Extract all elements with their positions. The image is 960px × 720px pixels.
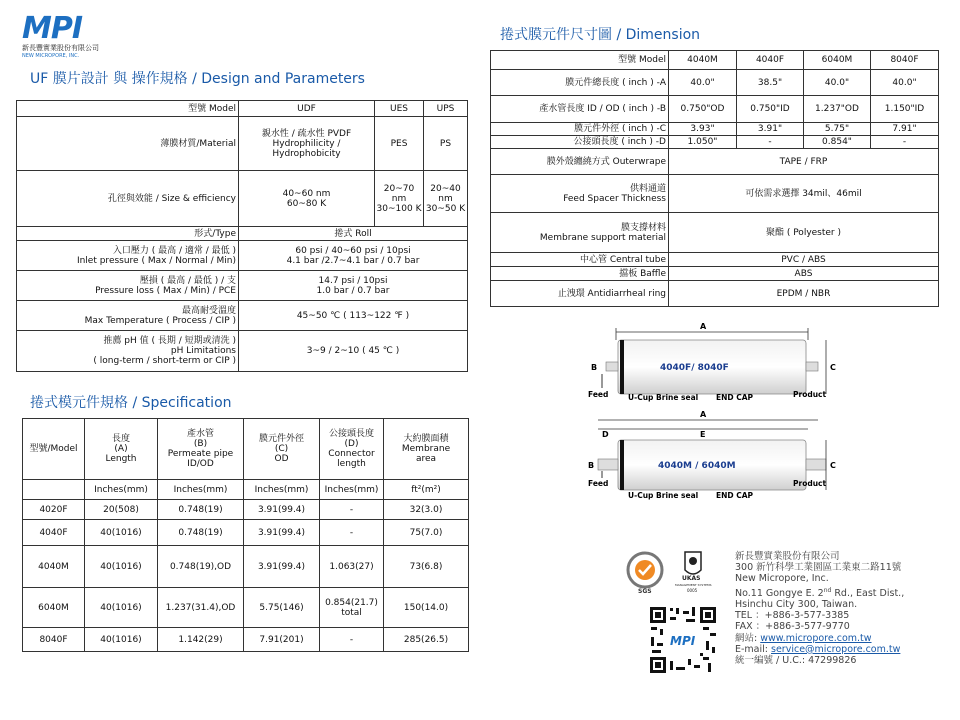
sgs-text: SGS <box>638 588 652 595</box>
spacer-label-en: Feed Spacer Thickness <box>563 193 666 204</box>
spacer-value: 可依需求選擇 34mil、46mil <box>669 175 939 213</box>
spec-header-model-text: 型號/Model <box>29 444 78 454</box>
dim-cell: 3.91" <box>737 123 804 136</box>
dim-baffle-row <box>491 267 939 281</box>
dim-wrap-row <box>491 149 939 175</box>
label-e: E <box>700 430 706 439</box>
baffle-label: 擋板 Baffle <box>491 267 669 281</box>
spacer-label <box>491 175 669 213</box>
ring-label: 止洩環 Antidiarrheal ring <box>491 281 669 307</box>
spec-header-pipe-en: Permeate pipe <box>167 449 234 459</box>
material-udf-line1: 親水性 / 疏水性 PVDF <box>261 128 352 139</box>
spec-cell: - <box>320 500 384 520</box>
certification-logos <box>625 548 725 596</box>
design-title: UF 膜片設計 與 操作規格 / Design and Parameters <box>30 71 365 87</box>
specification-table <box>22 418 469 652</box>
ploss-value <box>239 271 468 301</box>
spec-cell: 32(3.0) <box>384 500 469 520</box>
dim-row <box>491 136 939 149</box>
material-udf <box>239 117 375 171</box>
spec-header-pipe-code: (B) <box>193 439 208 449</box>
size-ues <box>375 171 424 227</box>
email-label: E-mail: <box>735 643 772 655</box>
spec-row <box>23 500 469 520</box>
dim-ring-row <box>491 281 939 307</box>
dim-cell: 40.0" <box>804 70 871 96</box>
pipe-left <box>598 459 618 470</box>
membrane-dimension-figure <box>588 318 838 526</box>
wrap-label: 膜外殼纏繞方式 Outerwrape <box>491 149 669 175</box>
ploss-value-psi: 14.7 psi / 10psi <box>318 275 388 286</box>
diagram-4040m <box>588 410 836 500</box>
spec-row <box>23 628 469 652</box>
dim-header-col: 4040M <box>669 51 737 70</box>
ph-label-zh: 推薦 pH 值 ( 長期 / 短期或清洗 ) <box>103 336 236 346</box>
material-label: 薄膜材質/Material <box>17 117 239 171</box>
dim-header-model: 型號 Model <box>491 51 669 70</box>
dim-cell: 7.91" <box>871 123 939 136</box>
address-line1-end: Rd., East Dist., <box>831 587 905 599</box>
logo-mark: MPI <box>22 11 83 46</box>
dim-cell: 38.5" <box>737 70 804 96</box>
spec-title: 捲式模元件規格 / Specification <box>30 395 232 411</box>
web-label: 網站: <box>735 632 761 644</box>
dim-header-col: 4040F <box>737 51 804 70</box>
spec-cell: 0.748(19) <box>158 500 244 520</box>
spec-header-length <box>85 419 158 480</box>
spec-cell: 40(1016) <box>85 520 158 546</box>
company-tel: TEL ：+886-3-577-3385 <box>735 610 850 622</box>
size-label: 孔徑與效能 / Size & efficiency <box>17 171 239 227</box>
spec-header-area-zh: 大約膜面積 <box>403 434 449 444</box>
company-name-en: New Micropore, Inc. <box>735 573 829 585</box>
spec-header-connector-en2: length <box>337 459 366 469</box>
size-ues-line1: 20~70 nm <box>383 183 415 204</box>
dim-row-label: 膜元件外徑 ( inch ) -C <box>491 123 669 136</box>
label-c-top: C <box>830 363 836 372</box>
feed-label-top: Feed <box>588 390 609 399</box>
ukas-number: 0005 <box>687 588 698 593</box>
size-ues-line2: 30~100 K <box>376 203 422 214</box>
spec-cell: 3.91(99.4) <box>244 520 320 546</box>
label-d: D <box>602 430 609 439</box>
dim-cell: 0.750"ID <box>737 96 804 123</box>
design-header-model: 型號 Model <box>17 101 239 117</box>
sgs-logo <box>628 553 662 595</box>
spacer-label-zh: 供料通道 <box>629 183 666 194</box>
company-address-zh: 300 新竹科學工業園區工業東二路11號 <box>735 562 902 574</box>
ploss-label-en: Pressure loss ( Max / Min) / PCE <box>95 285 236 296</box>
company-vat: 統一編號 / U.C.: 47299826 <box>735 654 857 666</box>
spec-cell: 20(508) <box>85 500 158 520</box>
inlet-label-zh: 入口壓力 ( 最高 / 適常 / 最低 ) <box>112 245 236 256</box>
spec-header-row <box>23 419 469 480</box>
dim-tube-row <box>491 253 939 267</box>
spec-header-pipe-idod: ID/OD <box>187 459 214 469</box>
spec-header-model <box>23 419 85 480</box>
spec-header-connector-en1: Connector <box>328 449 375 459</box>
dim-spacer-row <box>491 175 939 213</box>
inlet-label-en: Inlet pressure ( Max / Normal / Min) <box>76 255 236 266</box>
qr-logo-mark: MPI <box>670 634 696 648</box>
size-ups-line1: 20~40 nm <box>430 183 461 204</box>
spec-cell: 40(1016) <box>85 588 158 628</box>
spec-header-od <box>244 419 320 480</box>
temp-label-zh: 最高耐受溫度 <box>181 305 236 316</box>
spec-header-area-en2: area <box>415 454 437 464</box>
design-header-ues: UES <box>375 101 424 117</box>
dim-cell: 5.75" <box>804 123 871 136</box>
dim-cell: 1.050" <box>669 136 737 149</box>
dim-row-label: 膜元件總長度 ( inch ) -A <box>491 70 669 96</box>
company-name-zh: 新長豐實業股份有限公司 <box>735 551 840 562</box>
inlet-value <box>239 241 468 271</box>
support-label <box>491 213 669 253</box>
label-a-top: A <box>700 322 707 331</box>
support-value: 聚酯 ( Polyester ) <box>669 213 939 253</box>
spec-header-connector-zh: 公接頭長度 <box>328 429 374 439</box>
dim-cell: 0.854" <box>804 136 871 149</box>
spec-header-od-en: OD <box>274 454 289 464</box>
spec-cell: 40(1016) <box>85 546 158 588</box>
design-header-ups: UPS <box>424 101 468 117</box>
ukas-sub: MANAGEMENT SYSTEMS <box>675 583 712 587</box>
spec-cell: - <box>320 520 384 546</box>
baffle-value: ABS <box>669 267 939 281</box>
ph-value: 3~9 / 2~10 ( 45 ℃ ) <box>239 331 468 372</box>
temp-label <box>17 301 239 331</box>
dim-cell: 1.150"ID <box>871 96 939 123</box>
ph-label <box>17 331 239 372</box>
company-address-line1 <box>735 585 904 599</box>
design-header-udf: UDF <box>239 101 375 117</box>
size-udf-line1: 40~60 nm <box>282 188 331 199</box>
ph-label-note: ( long-term / short-term or CIP ) <box>93 356 236 366</box>
model-label-bottom: 4040M / 6040M <box>658 461 736 471</box>
dimension-title: 捲式膜元件尺寸圖 / Dimension <box>500 27 701 43</box>
spec-unit: ft²(m²) <box>384 480 469 500</box>
spec-row <box>23 520 469 546</box>
type-label: 形式/Type <box>17 227 239 241</box>
brine-seal-label-top: U-Cup Brine seal <box>628 393 699 402</box>
spec-cell: 6040M <box>23 588 85 628</box>
spec-header-od-zh: 膜元件外徑 <box>258 434 304 444</box>
company-info <box>735 551 904 666</box>
company-fax: FAX ：+886-3-577-9770 <box>735 621 850 633</box>
spec-cell: 1.142(29) <box>158 628 244 652</box>
spec-header-od-code: (C) <box>274 444 289 454</box>
spec-cell: 0.748(19) <box>158 520 244 546</box>
ph-label-en: pH Limitations <box>170 346 236 356</box>
inlet-value-bar: 4.1 bar /2.7~4.1 bar / 0.7 bar <box>286 255 420 266</box>
spec-cell: 1.063(27) <box>320 546 384 588</box>
dim-row-label: 產水管長度 ID / OD ( inch ) -B <box>491 96 669 123</box>
company-address-line2: Hsinchu City 300, Taiwan. <box>735 598 858 610</box>
spec-cell: 5.75(146) <box>244 588 320 628</box>
address-ordinal: nd <box>823 586 832 594</box>
spec-cell: 1.237(31.4),OD <box>158 588 244 628</box>
spec-cell: 3.91(99.4) <box>244 546 320 588</box>
dim-header-col: 8040F <box>871 51 939 70</box>
product-label-bottom: Product <box>793 479 827 488</box>
material-udf-line2: Hydrophilicity / <box>272 138 341 149</box>
logo-company-en: NEW MICROPORE, INC. <box>22 53 80 59</box>
brine-seal-band <box>620 340 624 394</box>
tube-label: 中心管 Central tube <box>491 253 669 267</box>
qr-code <box>648 605 718 675</box>
pipe-right <box>806 459 826 470</box>
dim-row <box>491 70 939 96</box>
end-cap-label-bottom: END CAP <box>716 491 754 500</box>
dim-cell: 0.750"OD <box>669 96 737 123</box>
support-label-en: Membrane support material <box>539 232 666 243</box>
ploss-value-bar: 1.0 bar / 0.7 bar <box>316 285 390 296</box>
material-ues: PES <box>375 117 424 171</box>
design-parameters-table <box>16 100 468 372</box>
inlet-label <box>17 241 239 271</box>
spec-cell: 40(1016) <box>85 628 158 652</box>
size-ups-line2: 30~50 K <box>425 203 466 214</box>
dim-support-row <box>491 213 939 253</box>
dim-cell: - <box>871 136 939 149</box>
spec-cell: 4040F <box>23 520 85 546</box>
dim-header-row <box>491 51 939 70</box>
spec-cell: 0.854(21.7) total <box>320 588 384 628</box>
product-label-top: Product <box>793 390 827 399</box>
ploss-label-zh: 壓損 ( 最高 / 最低 ) / 支 <box>139 275 236 286</box>
size-udf-line2: 60~80 K <box>286 198 327 209</box>
company-email <box>735 644 904 655</box>
spec-units-row <box>23 480 469 500</box>
spec-cell: 3.91(99.4) <box>244 500 320 520</box>
temp-label-en: Max Temperature ( Process / CIP ) <box>84 315 236 326</box>
material-udf-line3: Hydrophobicity <box>272 148 341 159</box>
dim-cell: 3.93" <box>669 123 737 136</box>
brine-seal-label-bottom: U-Cup Brine seal <box>628 491 699 500</box>
size-udf <box>239 171 375 227</box>
spec-cell: 4020F <box>23 500 85 520</box>
spec-cell: 73(6.8) <box>384 546 469 588</box>
spec-unit: Inches(mm) <box>158 480 244 500</box>
spec-header-area <box>384 419 469 480</box>
label-b-bottom: B <box>588 461 595 470</box>
dim-cell: - <box>737 136 804 149</box>
spec-header-length-en: Length <box>105 454 137 464</box>
ukas-text: UKAS <box>682 575 701 582</box>
label-b-top: B <box>591 363 598 372</box>
dim-header-col: 6040M <box>804 51 871 70</box>
tube-value: PVC / ABS <box>669 253 939 267</box>
dim-cell: 1.237"OD <box>804 96 871 123</box>
spec-cell: 75(7.0) <box>384 520 469 546</box>
support-label-zh: 膜支撐材料 <box>620 222 666 233</box>
type-value: 捲式 Roll <box>239 227 468 241</box>
spec-cell: 4040M <box>23 546 85 588</box>
pipe-right <box>806 362 818 371</box>
dim-cell: 40.0" <box>871 70 939 96</box>
spec-unit: Inches(mm) <box>320 480 384 500</box>
spec-header-connector <box>320 419 384 480</box>
ukas-logo <box>675 552 712 593</box>
pipe-left <box>606 362 618 371</box>
address-line1-start: No.11 Gongye E. 2 <box>735 587 824 599</box>
spec-cell: 150(14.0) <box>384 588 469 628</box>
wrap-value: TAPE / FRP <box>669 149 939 175</box>
email-link[interactable]: service@micropore.com.tw <box>771 643 901 655</box>
material-ups: PS <box>424 117 468 171</box>
spec-cell: 0.748(19),OD <box>158 546 244 588</box>
spec-header-pipe <box>158 419 244 480</box>
spec-unit: Inches(mm) <box>244 480 320 500</box>
spec-header-connector-code: (D) <box>344 439 359 449</box>
spec-header-length-zh: 長度 <box>111 434 130 444</box>
spec-row <box>23 546 469 588</box>
dim-cell: 40.0" <box>669 70 737 96</box>
spec-cell: - <box>320 628 384 652</box>
ploss-label <box>17 271 239 301</box>
diagram-4040f <box>588 322 836 402</box>
spec-cell: 8040F <box>23 628 85 652</box>
end-cap-label-top: END CAP <box>716 393 754 402</box>
logo-company-zh: 新長豐實業股份有限公司 <box>22 44 99 52</box>
spec-header-length-code: (A) <box>114 444 128 454</box>
ring-value: EPDM / NBR <box>669 281 939 307</box>
model-label-top: 4040F/ 8040F <box>660 363 729 373</box>
size-ups <box>424 171 468 227</box>
dim-row-label: 公接頭長度 ( inch ) -D <box>491 136 669 149</box>
spec-unit: Inches(mm) <box>85 480 158 500</box>
company-web <box>735 633 904 644</box>
dim-row <box>491 96 939 123</box>
company-logo <box>22 11 108 62</box>
spec-cell: 285(26.5) <box>384 628 469 652</box>
temp-value: 45~50 ℃ ( 113~122 ℉ ) <box>239 301 468 331</box>
spec-header-area-en1: Membrane <box>401 444 451 454</box>
spec-cell: 7.91(201) <box>244 628 320 652</box>
dimension-table <box>490 50 939 307</box>
label-a-bottom: A <box>700 410 707 419</box>
feed-label-bottom: Feed <box>588 479 609 488</box>
inlet-value-psi: 60 psi / 40~60 psi / 10psi <box>295 245 411 256</box>
brine-seal-band <box>620 440 624 490</box>
website-link[interactable]: www.micropore.com.tw <box>760 632 872 644</box>
spec-header-pipe-zh: 產水管 <box>186 429 214 439</box>
label-c-bottom: C <box>830 461 836 470</box>
dim-row <box>491 123 939 136</box>
spec-row <box>23 588 469 628</box>
spec-units-blank <box>23 480 85 500</box>
